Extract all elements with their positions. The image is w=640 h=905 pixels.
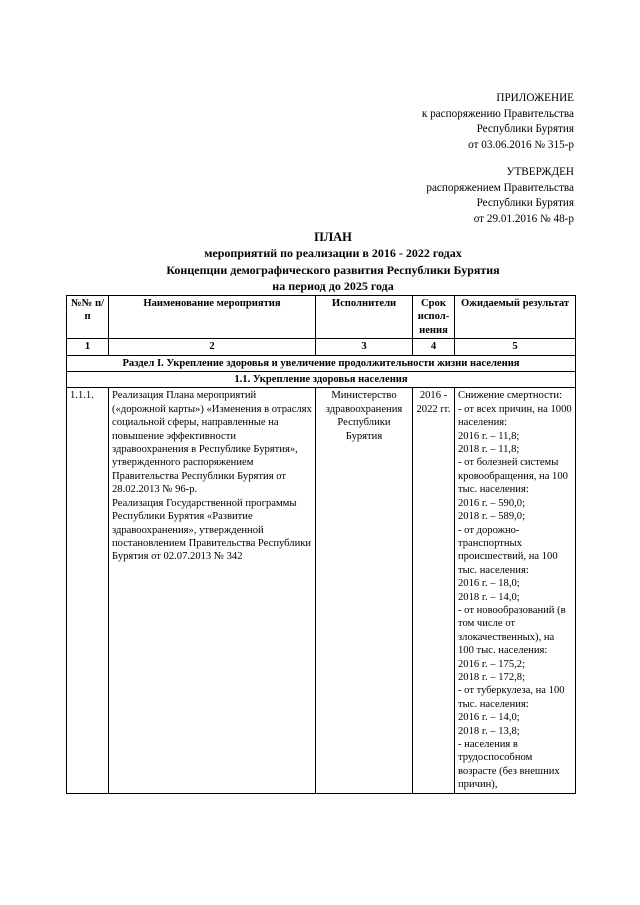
header-num: №№ п/п: [67, 296, 109, 339]
plan-subtitle-line-1: мероприятий по реализации в 2016 - 2022 годах: [204, 246, 462, 260]
activity-paragraph-1: Реализация Плана мероприятий («дорожной карты») «Изменения в отраслях социальной сферы, направленные на повышение эффективности здравоохранения в Республике Бурятия», утвержденного распоряжением Правительства Республики Бурятия от 28.02.2013 № 96-р.: [112, 390, 312, 496]
result-line: 2018 г. – 589,0;: [458, 511, 526, 523]
appendix-title: ПРИЛОЖЕНИЕ: [496, 92, 574, 104]
table-header-row: [67, 296, 576, 339]
column-number-1: 1: [67, 339, 109, 355]
approved-title: УТВЕРЖДЕН: [506, 166, 574, 178]
result-line: 2016 г. – 175,2;: [458, 658, 526, 670]
plan-subtitle: [96, 245, 570, 295]
row-number: 1.1.1.: [67, 388, 109, 793]
result-line: 2018 г. – 14,0;: [458, 591, 520, 603]
appendix-line-3: от 03.06.2016 № 315-р: [468, 138, 574, 151]
section-row: [67, 355, 576, 371]
result-line: - от всех причин, на 1000 населения:: [458, 403, 572, 429]
approved-line-1: распоряжением Правительства: [426, 181, 574, 194]
row-executor: Министерство здравоохранения Республики Бурятия: [316, 388, 413, 793]
header-result: Ожидаемый результат: [455, 296, 576, 339]
result-line: - населения в трудоспособном возрасте (без внешних причин),: [458, 739, 560, 791]
section-title: Раздел I. Укрепление здоровья и увеличение продолжительности жизни населения: [67, 355, 576, 371]
row-activity-name: [109, 388, 316, 793]
activity-paragraph-2: Реализация Государственной программы Республики Бурятия «Развитие здравоохранения», утвержденной постановлением Правительства Республики Бурятия от 02.07.2013 № 342: [112, 497, 312, 563]
result-line: 2018 г. – 13,8;: [458, 725, 520, 737]
row-term: 2016 - 2022 гг.: [413, 388, 455, 793]
column-number-5: 5: [455, 339, 576, 355]
column-number-4: 4: [413, 339, 455, 355]
result-line: - от туберкулеза, на 100 тыс. населения:: [458, 685, 565, 710]
header-name: Наименование мероприятия: [109, 296, 316, 339]
result-line: 2016 г. – 18,0;: [458, 578, 520, 590]
row-expected-result: [455, 388, 576, 793]
approved-line-2: Республики Бурятия: [476, 197, 574, 209]
header-executor: Исполнители: [316, 296, 413, 339]
result-line: - от болезней системы кровообращения, на 100 тыс. населения:: [458, 457, 568, 496]
result-line: Снижение смертности:: [458, 390, 563, 402]
plan-subtitle-line-3: на период до 2025 года: [272, 279, 394, 293]
subsection-row: [67, 372, 576, 388]
appendix-block: [422, 91, 574, 153]
result-line: 2016 г. – 11,8;: [458, 430, 520, 442]
result-line: 2016 г. – 590,0;: [458, 497, 526, 509]
table-row: [67, 388, 576, 793]
approved-block: [426, 165, 574, 227]
column-number-3: 3: [316, 339, 413, 355]
column-number-2: 2: [109, 339, 316, 355]
plan-table: [66, 295, 576, 794]
subsection-title: 1.1. Укрепление здоровья населения: [67, 372, 576, 388]
appendix-line-2: Республики Бурятия: [476, 123, 574, 135]
header-term: Срок испол-нения: [413, 296, 455, 339]
result-line: - от дорожно-транспортных происшествий, на 100 тыс. населения:: [458, 524, 558, 576]
appendix-line-1: к распоряжению Правительства: [421, 107, 574, 120]
plan-subtitle-line-2: Концепции демографического развития Республики Бурятия: [166, 262, 500, 277]
plan-title: ПЛАН: [314, 230, 352, 244]
approved-line-3: от 29.01.2016 № 48-р: [473, 212, 574, 225]
result-line: - от новообразований (в том числе от злокачественных), на 100 тыс. населения:: [458, 604, 566, 657]
column-number-row: [67, 339, 576, 355]
result-line: 2018 г. – 11,8;: [458, 444, 520, 456]
result-line: 2016 г. – 14,0;: [458, 712, 520, 724]
result-line: 2018 г. – 172,8;: [458, 671, 526, 683]
